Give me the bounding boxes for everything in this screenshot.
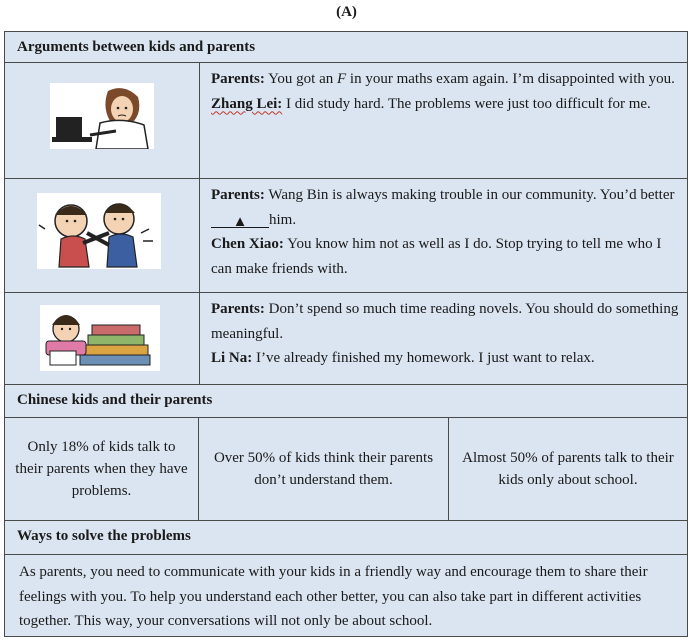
answer-blank: ▲ <box>211 210 269 228</box>
chinese-kids-header: Chinese kids and their parents <box>5 385 687 418</box>
dialogue-text: You got an <box>268 71 337 87</box>
dialogue-cell <box>211 293 681 371</box>
stat-cell: Over 50% of kids think their parents don’t understand them. <box>199 418 449 520</box>
dialogue-text: Wang Bin is always making trouble in our community. You’d better <box>268 187 675 203</box>
girl-at-desk-illustration <box>50 83 154 149</box>
argument-row-2 <box>5 179 687 293</box>
grade-letter: F <box>337 71 347 87</box>
solutions-row <box>5 555 687 636</box>
speaker-label: Parents: <box>211 301 265 317</box>
parent-line <box>211 67 681 92</box>
image-cell <box>5 179 200 292</box>
dialogue-cell <box>211 63 681 116</box>
stat-cell: Almost 50% of parents talk to their kids only about school. <box>462 450 674 488</box>
two-boys-fighting-illustration <box>37 193 161 269</box>
speaker-label: Parents: <box>211 187 265 203</box>
girl-reading-books-illustration <box>40 305 160 371</box>
dialogue-text: I’ve already finished my homework. I just want to relax. <box>256 350 595 366</box>
argument-row-3 <box>5 293 687 385</box>
speaker-label: Parents: <box>211 71 265 87</box>
info-table <box>4 31 688 637</box>
dialogue-text: Don’t spend so much time reading novels. You should do something meaningful. <box>211 301 679 342</box>
dialogue-text: in your maths exam again. I’m disappointed with you. <box>346 71 675 87</box>
parent-line <box>211 297 681 346</box>
dialogue-cell <box>211 179 681 281</box>
kid-line <box>211 346 681 371</box>
speaker-label: Li Na: <box>211 350 253 366</box>
image-cell <box>5 63 200 178</box>
speaker-label: Zhang Lei: <box>211 95 283 112</box>
kid-line <box>211 92 681 117</box>
speaker-label: Chen Xiao: <box>211 236 284 252</box>
dialogue-text: I did study hard. The problems were just too difficult for me. <box>286 95 651 112</box>
solutions-header: Ways to solve the problems <box>5 521 687 555</box>
kid-line <box>211 232 681 281</box>
stat-cell: Only 18% of kids talk to their parents when they have problems. <box>5 418 199 520</box>
arguments-header: Arguments between kids and parents <box>5 32 687 63</box>
dialogue-text: him. <box>269 211 297 228</box>
solutions-text: As parents, you need to communicate with your kids in a friendly way and encourage them to share their feelings with you. To help you understand each other better, you can also take part in different activities together. This way, your conversations will not only be about school. <box>19 564 648 629</box>
section-label: (A) <box>336 4 357 20</box>
argument-row-1 <box>5 63 687 179</box>
stats-row <box>5 418 687 521</box>
image-cell <box>5 293 200 384</box>
dialogue-text: You know him not as well as I do. Stop trying to tell me who I can make friends with. <box>211 236 662 277</box>
parent-line <box>211 183 681 232</box>
